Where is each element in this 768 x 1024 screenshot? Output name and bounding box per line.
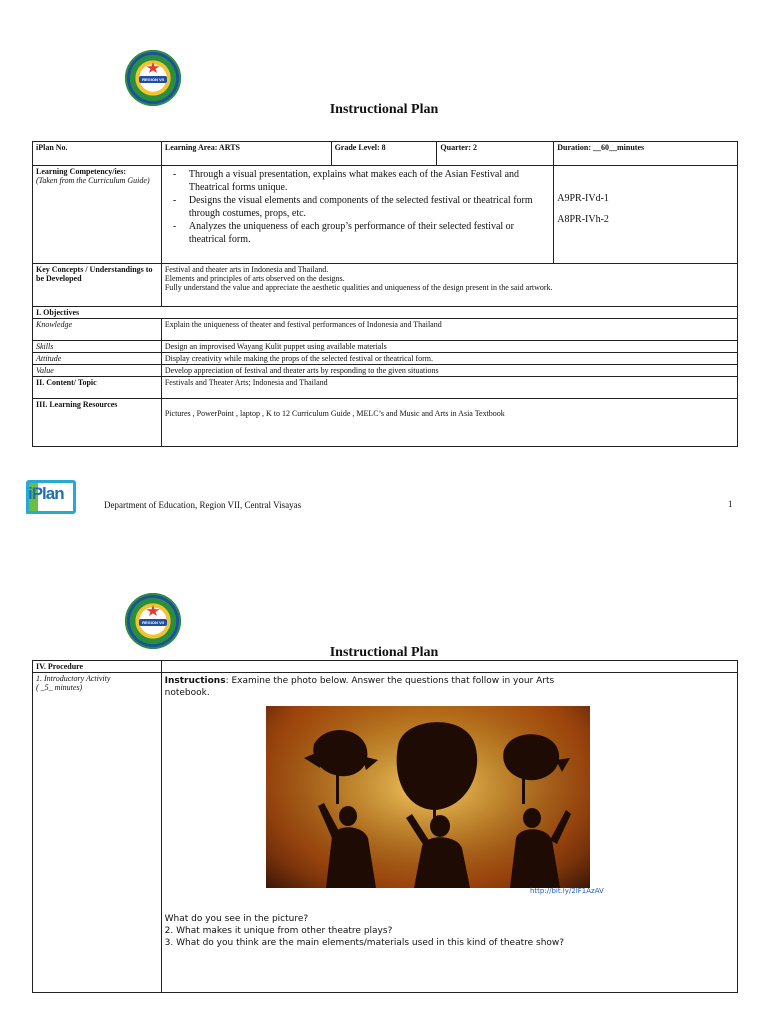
page-number: 1 (728, 499, 733, 509)
skills-label: Skills (33, 341, 162, 353)
seal-text: REGION VII (142, 77, 164, 82)
attitude-label: Attitude (33, 353, 162, 365)
page-title: Instructional Plan (329, 645, 439, 660)
competency-codes-cell (554, 166, 738, 264)
skills-row (33, 341, 738, 353)
deped-region-seal (125, 593, 181, 649)
competency-sublabel: (Taken from the Curriculum Guide) (36, 176, 150, 185)
content-row (33, 377, 738, 399)
shadow-puppet-silhouette-image (266, 706, 590, 888)
competency-label-cell (33, 166, 162, 264)
question-line: 2. What makes it unique from other theatre plays? (164, 926, 393, 936)
header-row (33, 142, 738, 166)
resources-row (33, 399, 738, 447)
key-concepts-cell (161, 264, 737, 307)
skills-text: Design an improvised Wayang Kulit puppet using available materials (161, 341, 737, 353)
attitude-text: Display creativity while making the props of the selected festival or theatrical form. (161, 353, 737, 365)
competency-label: Learning Competency/ies: (36, 167, 126, 176)
footer-department: Department of Education, Region VII, Central Visayas (104, 500, 302, 510)
resources-text: Pictures , PowerPoint , laptop , K to 12 Curriculum Guide , MELC’s and Music and Arts in Asia Textbook (161, 399, 737, 447)
competency-code: A8PR-IVh-2 (557, 214, 609, 225)
procedure-row (33, 661, 738, 673)
learning-area-cell: Learning Area: ARTS (161, 142, 331, 166)
instructions-label: Instructions (164, 676, 226, 686)
knowledge-label: Knowledge (33, 319, 162, 341)
seal-star-icon (146, 605, 160, 617)
competency-list-cell (161, 166, 553, 264)
competency-code: A9PR-IVd-1 (557, 193, 609, 204)
duration-cell: Duration: __60__minutes (554, 142, 738, 166)
grade-level-cell: Grade Level: 8 (331, 142, 437, 166)
key-concepts-label: Key Concepts / Understandings to be Developed (33, 264, 162, 307)
iplan-no-cell: iPlan No. (33, 142, 162, 166)
iplan-logo (26, 480, 76, 514)
question-line: What do you see in the picture? (164, 914, 309, 924)
resources-label: III. Learning Resources (33, 399, 162, 447)
page-title: Instructional Plan (329, 102, 439, 117)
key-concept-line: Festival and theater arts in Indonesia and Thailand. (164, 265, 329, 274)
wayang-kulit-photo (266, 706, 590, 888)
intro-activity-cell (33, 673, 162, 993)
value-label: Value (33, 365, 162, 377)
procedure-label: IV. Procedure (33, 661, 162, 673)
objectives-row (33, 307, 738, 319)
content-text: Festivals and Theater Arts; Indonesia and Thailand (161, 377, 737, 399)
photo-source-link[interactable]: http://bit.ly/2IF1AzAV (530, 887, 604, 895)
attitude-row (33, 353, 738, 365)
intro-activity-label: 1. Introductory Activity (36, 674, 111, 683)
objectives-label: I. Objectives (33, 307, 738, 319)
iplan-logo-text: iPlan (28, 484, 64, 503)
competency-item: - Through a visual presentation, explains what makes each of the Asian Festival and Theatrical forms unique. (189, 168, 550, 194)
question-line: 3. What do you think are the main elements/materials used in this kind of theatre show? (164, 938, 565, 948)
knowledge-row (33, 319, 738, 341)
intro-activity-time: ( _5_ minutes) (36, 683, 83, 692)
seal-text: REGION VII (142, 620, 164, 625)
seal-star-icon (146, 62, 160, 74)
key-concepts-row (33, 264, 738, 307)
content-label: II. Content/ Topic (33, 377, 162, 399)
deped-region-seal (125, 50, 181, 106)
knowledge-text: Explain the uniqueness of theater and festival performances of Indonesia and Thailand (161, 319, 737, 341)
competency-row (33, 166, 738, 264)
instructions-text: : Examine the photo below. Answer the questions that follow in your Arts notebook. (164, 676, 555, 698)
competency-item: - Designs the visual elements and components of the selected festival or theatrical form through costumes, props, etc. (189, 194, 550, 220)
key-concept-line: Fully understand the value and appreciate the aesthetic qualities and uniqueness of the design present in the said artwork. (164, 283, 553, 292)
competency-item: - Analyzes the uniqueness of each group’s performance of their selected festival or theatrical form. (189, 220, 550, 246)
quarter-cell: Quarter: 2 (437, 142, 554, 166)
value-row (33, 365, 738, 377)
plan-table-page1 (32, 141, 738, 447)
key-concept-line: Elements and principles of arts observed on the designs. (164, 274, 345, 283)
value-text: Develop appreciation of festival and theater arts by responding to the given situations (161, 365, 737, 377)
